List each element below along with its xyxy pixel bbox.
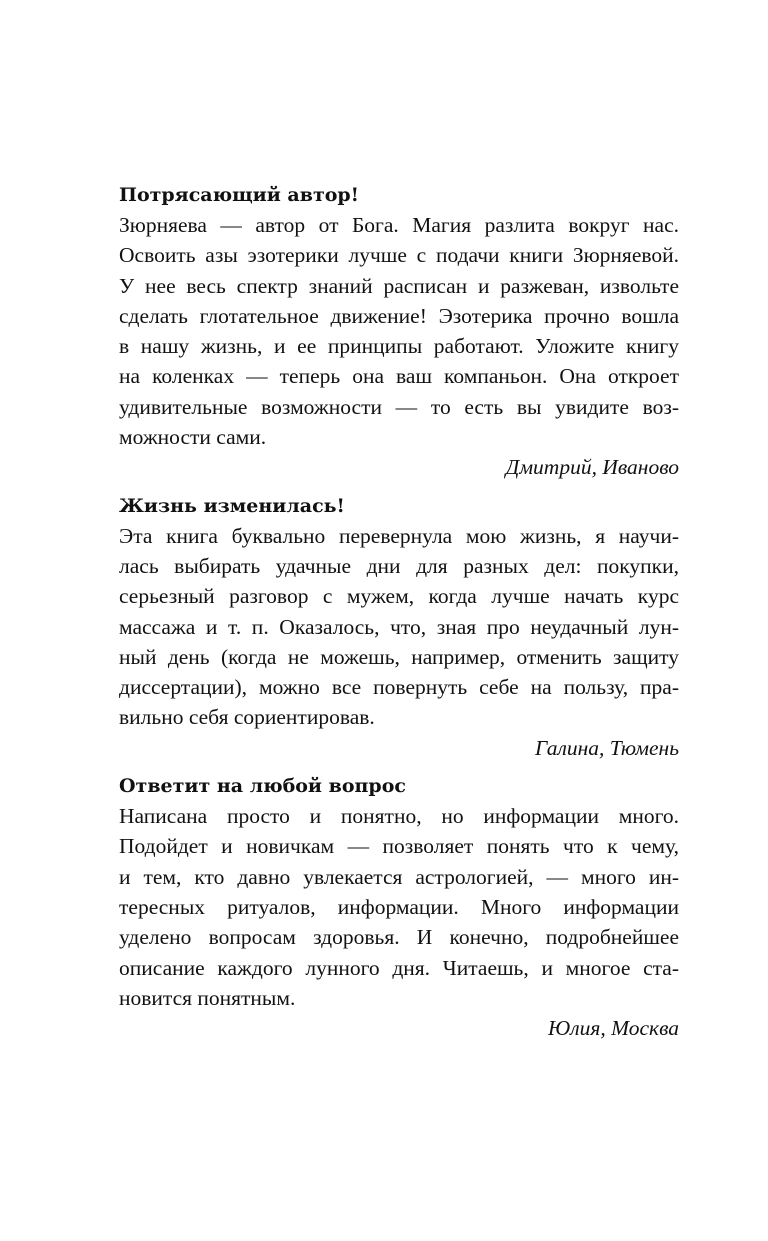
review-2 [119, 491, 679, 763]
review-line: сделать глотательное движение! Эзотерика прочно вошла [119, 303, 679, 328]
review-line: новится понятным. [119, 985, 296, 1010]
review-signature: Юлия, Москва [548, 1016, 679, 1041]
review-line: в нашу жизнь, и ее принципы работают. Уложите книгу [119, 334, 679, 359]
review-line: Зюрняева — автор от Бога. Магия разлита вокруг нас. [119, 213, 679, 237]
review-line: массажа и т. п. Оказалось, что, зная про неудачный лун- [119, 614, 679, 639]
review-line: Написана просто и понятно, но информации много. [119, 804, 679, 829]
review-line: удивительные возможности — то есть вы увидите воз- [119, 394, 679, 419]
review-line: ный день (когда не можешь, например, отменить защиту [119, 644, 679, 669]
review-line: серьезный разговор с мужем, когда лучше начать курс [119, 584, 679, 609]
review-body [119, 801, 679, 1013]
review-line: можности сами. [119, 425, 267, 450]
review-title: Жизнь изменилась! [119, 494, 345, 517]
review-signature: Дмитрий, Иваново [505, 455, 679, 480]
review-line: тересных ритуалов, информации. Много информации [119, 894, 679, 919]
review-line: на коленках — теперь она ваш компаньон. Она откроет [119, 364, 679, 389]
review-line: диссертации), можно все повернуть себе на пользу, пра- [119, 675, 679, 700]
review-line: Подойдет и новичкам — позволяет понять что к чему, [119, 834, 679, 859]
review-line: лась выбирать удачные дни для разных дел: покупки, [119, 553, 679, 578]
review-title: Потрясающий автор! [119, 184, 360, 206]
review-title: Ответит на любой вопрос [119, 775, 406, 798]
review-body [119, 521, 679, 733]
review-line: Освоить азы эзотерики лучше с подачи книги Зюрняевой. [119, 243, 679, 268]
review-line: У нее весь спектр знаний расписан и разжеван, извольте [119, 273, 679, 298]
review-line: уделено вопросам здоровья. И конечно, подробнейшее [119, 925, 679, 950]
review-line: описание каждого лунного дня. Читаешь, и многое ста- [119, 955, 679, 980]
review-line: Эта книга буквально перевернула мою жизнь, я научи- [119, 523, 679, 548]
review-line: и тем, кто давно увлекается астрологией, — много ин- [119, 864, 679, 889]
review-3 [119, 771, 679, 1043]
review-1 [119, 180, 679, 483]
review-line: вильно себя сориентировав. [119, 705, 375, 730]
reviews-page [119, 180, 679, 1043]
review-signature: Галина, Тюмень [535, 735, 679, 760]
review-body [119, 210, 679, 452]
